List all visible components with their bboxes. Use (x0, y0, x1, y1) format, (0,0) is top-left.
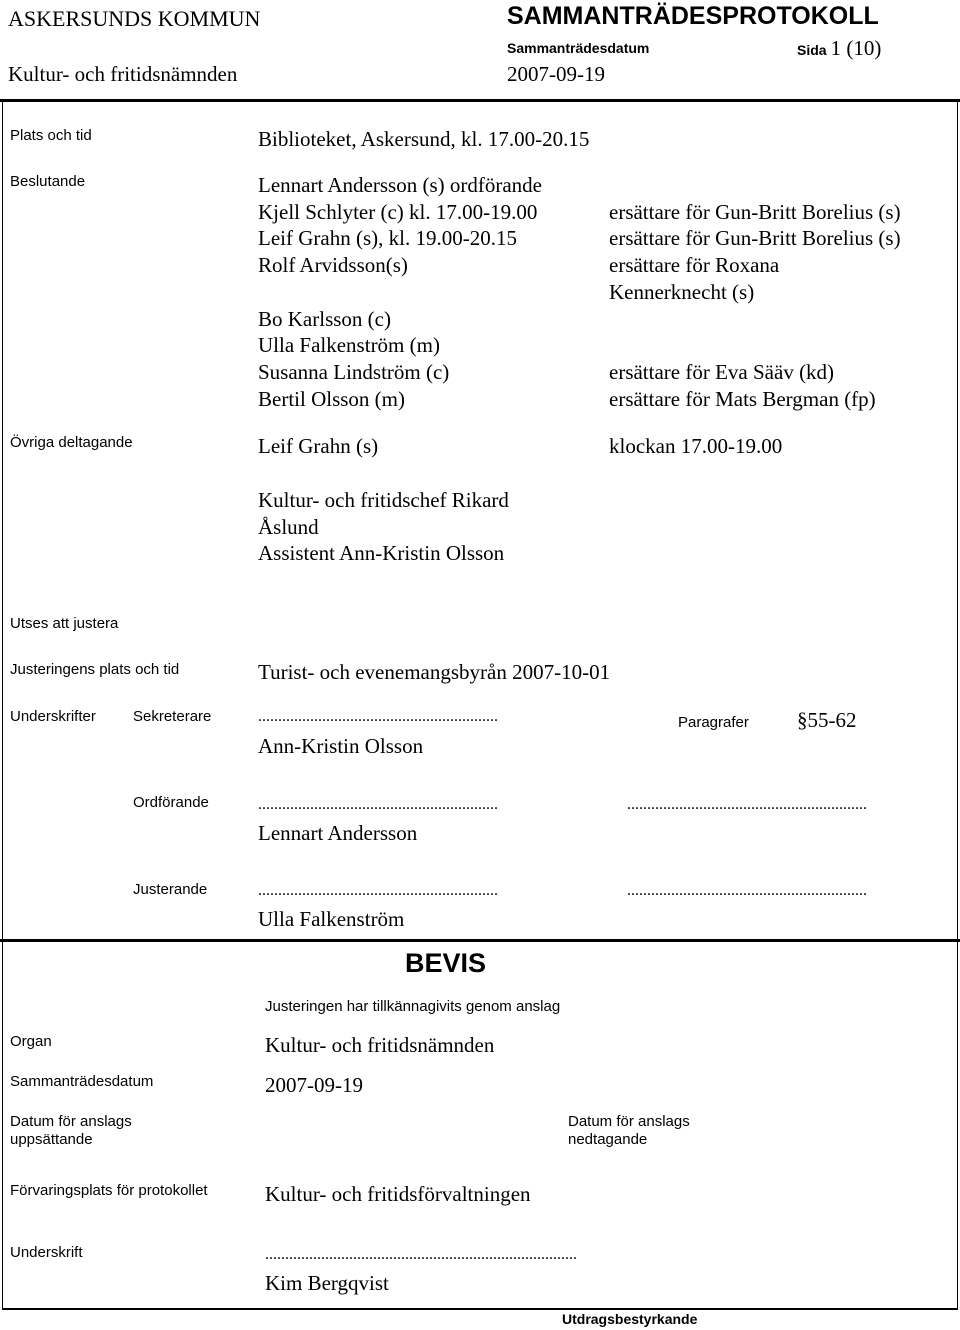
member-notes (609, 172, 901, 412)
others-lines (258, 487, 509, 567)
member-note: ersättare för Mats Bergman (fp) (609, 386, 876, 411)
removed-date-label-line2: nedtagande (568, 1131, 648, 1148)
adjuster-name: Ulla Falkenström (258, 907, 405, 931)
others-label: Övriga deltagande (10, 434, 133, 451)
others-line: Kultur- och fritidschef Rikard (258, 488, 509, 512)
adjust-place-label: Justeringens plats och tid (10, 661, 180, 678)
member-note: Kennerknecht (s) (609, 279, 755, 304)
member-name: Susanna Lindström (c) (258, 359, 450, 384)
signer-name: Kim Bergqvist (265, 1271, 389, 1295)
adjuster-label: Justerande (133, 881, 208, 898)
member-name: Leif Grahn (s), kl. 19.00-20.15 (258, 226, 517, 251)
document-title: SAMMANTRÄDESPROTOKOLL (507, 2, 879, 30)
member-name: Bertil Olsson (m) (258, 386, 405, 411)
chair-name: Lennart Andersson (258, 821, 418, 845)
adjuster-signature-line: ............................................................ (258, 882, 498, 899)
secretary-label: Sekreterare (133, 708, 212, 725)
member-note: ersättare för Eva Sääv (kd) (609, 359, 835, 384)
member-name: Rolf Arvidsson(s) (258, 253, 408, 278)
others-name: Leif Grahn (s) (258, 434, 379, 458)
bevis-statement: Justeringen har tillkännagivits genom anslag (265, 998, 561, 1015)
others-line: Assistent Ann-Kristin Olsson (258, 541, 505, 566)
place-time-value: Biblioteket, Askersund, kl. 17.00-20.15 (258, 127, 590, 151)
meeting-date-label: Sammanträdesdatum (10, 1073, 154, 1090)
storage-value: Kultur- och fritidsförvaltningen (265, 1182, 531, 1206)
member-name: Lennart Andersson (s) ordförande (258, 173, 542, 197)
member-note (609, 172, 901, 199)
municipality-name: ASKERSUNDS KOMMUN (8, 6, 261, 31)
member-name: Kjell Schlyter (c) kl. 17.00-19.00 (258, 199, 538, 224)
member-note: ersättare för Roxana (609, 253, 780, 278)
signature-line: .............................................................................. (265, 1246, 577, 1263)
secretary-signature-line: ............................................................ (258, 708, 498, 725)
page-label: Sida (797, 42, 827, 58)
posted-date-label-line1: Datum för anslags (10, 1113, 132, 1130)
storage-label: Förvaringsplats för protokollet (10, 1182, 208, 1199)
organ-value: Kultur- och fritidsnämnden (265, 1033, 495, 1057)
member-note (609, 332, 901, 359)
posted-date-label (10, 1113, 132, 1149)
secretary-name: Ann-Kristin Olsson (258, 734, 424, 758)
others-time: klockan 17.00-19.00 (609, 434, 783, 458)
header-rule (0, 99, 960, 102)
organ-label: Organ (10, 1033, 52, 1050)
frame-right (957, 100, 958, 1310)
page-indicator (797, 36, 881, 61)
signatures-label: Underskrifter (10, 708, 96, 725)
committee-name: Kultur- och fritidsnämnden (8, 62, 238, 86)
others-line: Åslund (258, 514, 319, 539)
bevis-divider (0, 939, 960, 942)
signature-label: Underskrift (10, 1244, 83, 1261)
page-value: 1 (10) (830, 36, 882, 60)
paragraphs-label: Paragrafer (678, 714, 749, 731)
member-note: ersättare för Gun-Britt Borelius (s) (609, 199, 901, 224)
member-name: Bo Karlsson (c) (258, 306, 391, 331)
appointed-adjuster-label: Utses att justera (10, 615, 119, 632)
chair-second-signature-line: ............................................................ (627, 796, 867, 813)
member-name (258, 279, 542, 306)
frame-left (2, 100, 3, 1310)
bevis-title: BEVIS (405, 948, 487, 978)
chair-signature-line: ............................................................ (258, 796, 498, 813)
header-date-label: Sammanträdesdatum (507, 40, 650, 56)
member-note: ersättare för Gun-Britt Borelius (s) (609, 226, 901, 251)
member-names (258, 172, 542, 412)
removed-date-label-line1: Datum för anslags (568, 1113, 690, 1130)
adjust-place-value: Turist- och evenemangsbyrån 2007-10-01 (258, 660, 611, 684)
removed-date-label (568, 1113, 690, 1149)
decision-makers-label: Beslutande (10, 173, 86, 190)
chair-label: Ordförande (133, 794, 209, 811)
header-date: 2007-09-19 (507, 62, 605, 86)
member-note (609, 306, 901, 333)
paragraphs-value: §55-62 (797, 708, 857, 732)
adjuster-second-signature-line: ............................................................ (627, 882, 867, 899)
meeting-date-value: 2007-09-19 (265, 1073, 363, 1097)
frame-bottom (2, 1308, 958, 1310)
member-name: Ulla Falkenström (m) (258, 333, 440, 358)
certified-extract-label: Utdragsbestyrkande (562, 1311, 698, 1327)
place-time-label: Plats och tid (10, 127, 92, 144)
posted-date-label-line2: uppsättande (10, 1131, 93, 1148)
